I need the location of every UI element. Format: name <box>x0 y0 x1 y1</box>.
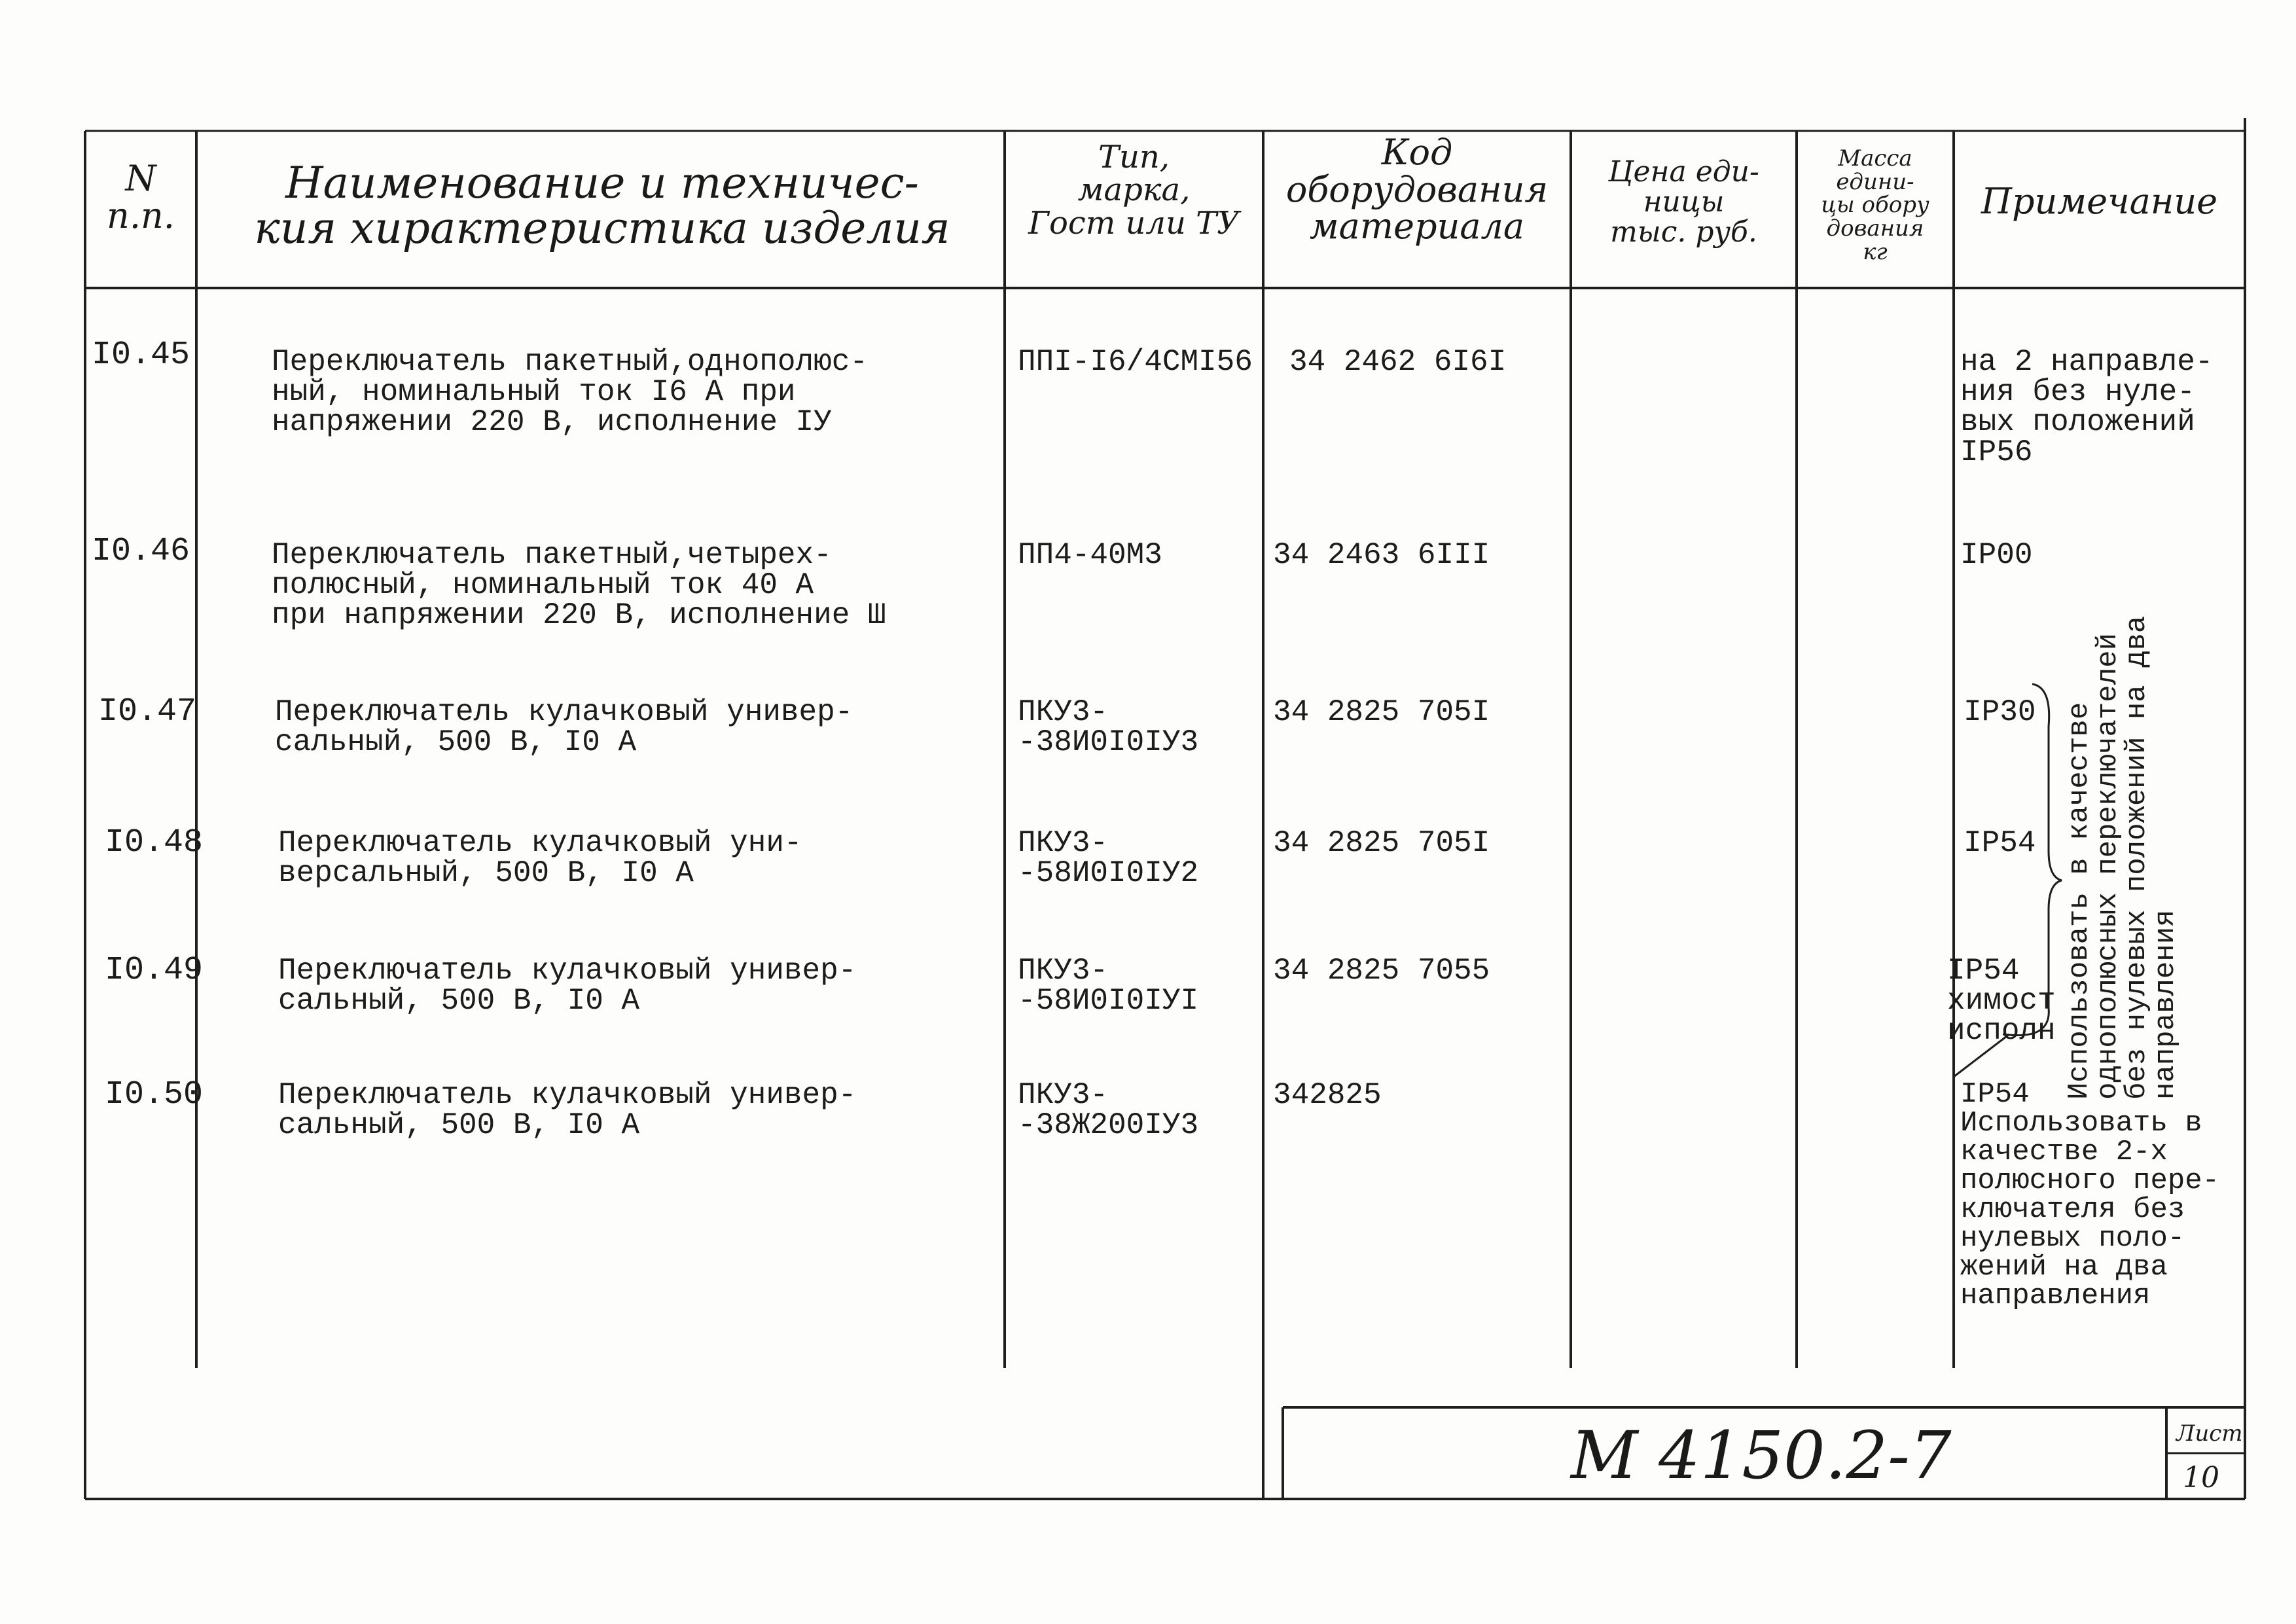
row-5-name: Переключатель кулачковый универ- сальный, 500 В, I0 А <box>278 954 857 1018</box>
document-code: М 4150.2-7 <box>1571 1417 1952 1494</box>
row-3-type: ПКУ3- -38И0I0IУ3 <box>1018 695 1199 759</box>
row-1-name: Переключатель пакетный,однополюс- ный, номинальный ток I6 А при напряжении 220 В, исполнение IУ <box>272 345 868 439</box>
row-4-number: I0.48 <box>105 824 204 861</box>
row-2-code: 34 2463 6III <box>1273 538 1490 572</box>
row-6-type: ПКУ3- -38Ж200IУ3 <box>1018 1078 1199 1142</box>
header-number: N п.п. <box>107 158 175 236</box>
header-note: Примечание <box>1981 181 2218 222</box>
row-6-number: I0.50 <box>105 1076 204 1113</box>
row-6-code: 342825 <box>1273 1078 1382 1112</box>
sheet-number: 10 <box>2183 1461 2219 1494</box>
row-4-type: ПКУ3- -58И0I0IУ2 <box>1018 826 1199 890</box>
header-mass: Масса едини- цы обору дования кг <box>1821 145 1929 265</box>
row-3-code: 34 2825 705I <box>1273 695 1490 729</box>
row-5-number: I0.49 <box>105 952 204 989</box>
row-4-code: 34 2825 705I <box>1273 826 1490 860</box>
row-2-name: Переключатель пакетный,четырех- полюсный, номинальный ток 40 А при напряжении 220 В, исполнение Ш <box>272 538 886 632</box>
row-4-note: IP54 <box>1964 826 2036 860</box>
row-3-note: IP30 <box>1964 695 2036 729</box>
row-5-code: 34 2825 7055 <box>1273 954 1490 988</box>
row-4-name: Переключатель кулачковый уни- версальный, 500 В, I0 А <box>278 826 802 890</box>
row-1-code: 34 2462 6I6I <box>1289 345 1507 379</box>
row-6-note: IP54 Использовать в качестве 2-х полюсного пере- ключателя без нулевых поло- жений на два направления <box>1960 1078 2220 1312</box>
row-5-note: IP54 химост исполн <box>1947 954 2056 1048</box>
header-price: Цена еди- ницы тыс. руб. <box>1608 155 1759 249</box>
row-1-note: на 2 направле- ния без нуле- вых положений IP56 <box>1960 345 2214 469</box>
row-2-note: IP00 <box>1960 538 2033 572</box>
merged-note-vertical: Использовать в качестве однополюсных переключателей без нулевых положений на два направления <box>2063 615 2182 1100</box>
header-code: Код оборудования материала <box>1285 132 1549 247</box>
row-2-type: ПП4-40М3 <box>1018 538 1162 572</box>
header-name: Наименование и техничес- кия хирактеристика изделия <box>254 158 950 254</box>
header-type: Тип, марка, Гост или ТУ <box>1028 139 1240 242</box>
row-2-number: I0.46 <box>92 533 190 570</box>
row-1-type: ППI-I6/4СМI56 <box>1018 345 1253 379</box>
row-5-type: ПКУ3- -58И0I0IУI <box>1018 954 1199 1018</box>
sheet-label: Лист <box>2176 1420 2243 1447</box>
row-3-name: Переключатель кулачковый универ- сальный, 500 В, I0 А <box>275 695 853 759</box>
row-1-number: I0.45 <box>92 336 190 374</box>
row-3-number: I0.47 <box>98 693 197 731</box>
row-6-name: Переключатель кулачковый универ- сальный, 500 В, I0 А <box>278 1078 857 1142</box>
